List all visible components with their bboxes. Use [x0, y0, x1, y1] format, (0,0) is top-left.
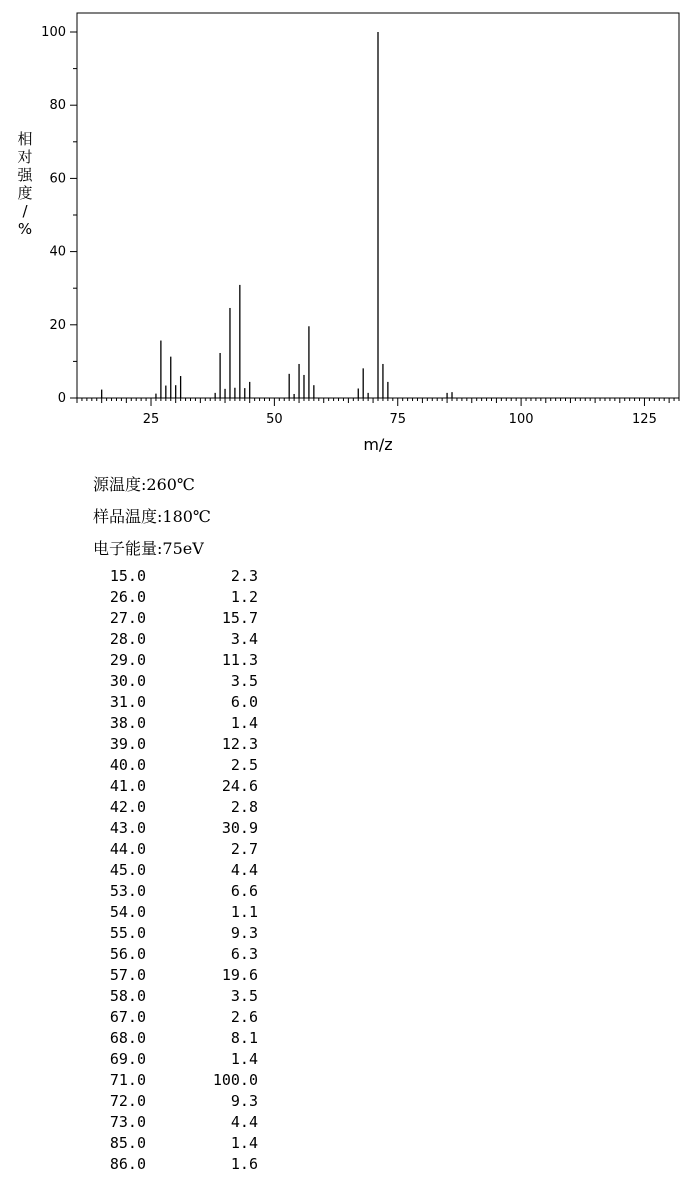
mz-cell: 55.0 — [109, 924, 146, 942]
mz-cell: 38.0 — [109, 714, 146, 732]
mz-cell: 54.0 — [109, 903, 146, 921]
table-row — [96, 671, 258, 692]
table-row — [96, 650, 258, 671]
y-tick-label: 0 — [57, 391, 66, 406]
table-row — [96, 734, 258, 755]
x-axis-ticks — [77, 398, 679, 427]
table-row — [96, 1112, 258, 1133]
spectrum-bars — [102, 32, 452, 398]
mz-cell: 26.0 — [109, 588, 146, 606]
table-row — [96, 1049, 258, 1070]
abundance-cell: 3.4 — [230, 630, 258, 648]
mz-cell: 86.0 — [109, 1155, 146, 1173]
y-tick-label: 40 — [49, 244, 66, 260]
table-row — [96, 755, 258, 776]
y-tick-label: 20 — [49, 317, 66, 333]
table-row — [96, 923, 258, 944]
mz-cell: 58.0 — [109, 987, 146, 1005]
table-row — [96, 986, 258, 1007]
abundance-cell: 1.4 — [230, 714, 258, 732]
mz-cell: 30.0 — [109, 672, 146, 690]
mz-cell: 45.0 — [109, 861, 146, 879]
y-axis-ticks — [41, 25, 77, 406]
table-row — [96, 944, 258, 965]
abundance-cell: 2.8 — [230, 798, 258, 816]
abundance-cell: 100.0 — [212, 1071, 258, 1089]
abundance-cell: 30.9 — [221, 819, 258, 837]
mz-cell: 57.0 — [109, 966, 146, 984]
table-row — [96, 1154, 258, 1175]
abundance-cell: 2.3 — [230, 567, 258, 585]
y-axis-title: 相 对 强 度 / % — [17, 130, 33, 238]
table-row — [96, 1070, 258, 1091]
abundance-cell: 3.5 — [230, 987, 258, 1005]
mz-cell: 39.0 — [109, 735, 146, 753]
x-tick-label: 50 — [266, 412, 283, 427]
mz-cell: 44.0 — [109, 840, 146, 858]
table-row — [96, 1028, 258, 1049]
mz-cell: 29.0 — [109, 651, 146, 669]
abundance-cell: 12.3 — [221, 735, 258, 753]
mass-spectrum-chart — [0, 0, 687, 460]
source-temperature: 源温度:260℃ — [93, 475, 195, 494]
mz-cell: 31.0 — [109, 693, 146, 711]
mz-cell: 85.0 — [109, 1134, 146, 1152]
table-row — [96, 839, 258, 860]
mz-cell: 40.0 — [109, 756, 146, 774]
x-tick-label: 125 — [632, 412, 657, 427]
abundance-cell: 1.4 — [230, 1134, 258, 1152]
abundance-cell: 4.4 — [230, 1113, 258, 1131]
abundance-cell: 15.7 — [221, 609, 258, 627]
y-tick-label: 80 — [49, 98, 66, 114]
abundance-cell: 6.0 — [230, 693, 258, 711]
x-tick-label: 100 — [508, 412, 534, 427]
mz-cell: 69.0 — [109, 1050, 146, 1068]
y-tick-label: 60 — [49, 171, 66, 187]
y-tick-label: 100 — [41, 25, 66, 40]
table-row — [96, 692, 258, 713]
table-row — [96, 1007, 258, 1028]
x-tick-label: 75 — [389, 412, 407, 427]
abundance-cell: 1.4 — [230, 1050, 258, 1068]
table-row — [96, 566, 258, 587]
mz-cell: 53.0 — [109, 882, 146, 900]
mz-cell: 73.0 — [109, 1113, 146, 1131]
table-row — [96, 902, 258, 923]
table-row — [96, 1091, 258, 1112]
mz-cell: 72.0 — [109, 1092, 146, 1110]
table-row — [96, 608, 258, 629]
x-tick-label: 25 — [142, 412, 160, 427]
abundance-cell: 2.6 — [230, 1008, 258, 1026]
mz-cell: 42.0 — [109, 798, 146, 816]
x-axis-title: m/z — [363, 435, 393, 454]
abundance-cell: 24.6 — [221, 777, 258, 795]
table-row — [96, 629, 258, 650]
mz-cell: 15.0 — [109, 567, 146, 585]
table-row — [96, 860, 258, 881]
mz-cell: 43.0 — [109, 819, 146, 837]
mz-cell: 41.0 — [109, 777, 146, 795]
abundance-cell: 19.6 — [221, 966, 258, 984]
abundance-cell: 1.1 — [230, 903, 258, 921]
mz-cell: 71.0 — [109, 1071, 146, 1089]
table-row — [96, 587, 258, 608]
table-row — [96, 1133, 258, 1154]
electron-energy: 电子能量:75eV — [93, 539, 204, 558]
abundance-cell: 3.5 — [230, 672, 258, 690]
abundance-cell: 9.3 — [230, 924, 258, 942]
abundance-cell: 4.4 — [230, 861, 258, 879]
abundance-cell: 2.7 — [230, 840, 258, 858]
mz-cell: 28.0 — [109, 630, 146, 648]
sample-temperature: 样品温度:180℃ — [93, 507, 211, 526]
table-row — [96, 818, 258, 839]
mz-cell: 56.0 — [109, 945, 146, 963]
abundance-cell: 1.6 — [230, 1155, 258, 1173]
table-row — [96, 797, 258, 818]
table-row — [96, 881, 258, 902]
table-row — [96, 776, 258, 797]
mz-cell: 67.0 — [109, 1008, 146, 1026]
table-row — [96, 713, 258, 734]
peak-table — [96, 566, 258, 1175]
mz-cell: 27.0 — [109, 609, 146, 627]
abundance-cell: 1.2 — [230, 588, 258, 606]
mz-cell: 68.0 — [109, 1029, 146, 1047]
abundance-cell: 6.6 — [230, 882, 258, 900]
abundance-cell: 2.5 — [230, 756, 258, 774]
abundance-cell: 8.1 — [230, 1029, 258, 1047]
table-row — [96, 965, 258, 986]
abundance-cell: 9.3 — [230, 1092, 258, 1110]
abundance-cell: 11.3 — [221, 651, 258, 669]
abundance-cell: 6.3 — [230, 945, 258, 963]
